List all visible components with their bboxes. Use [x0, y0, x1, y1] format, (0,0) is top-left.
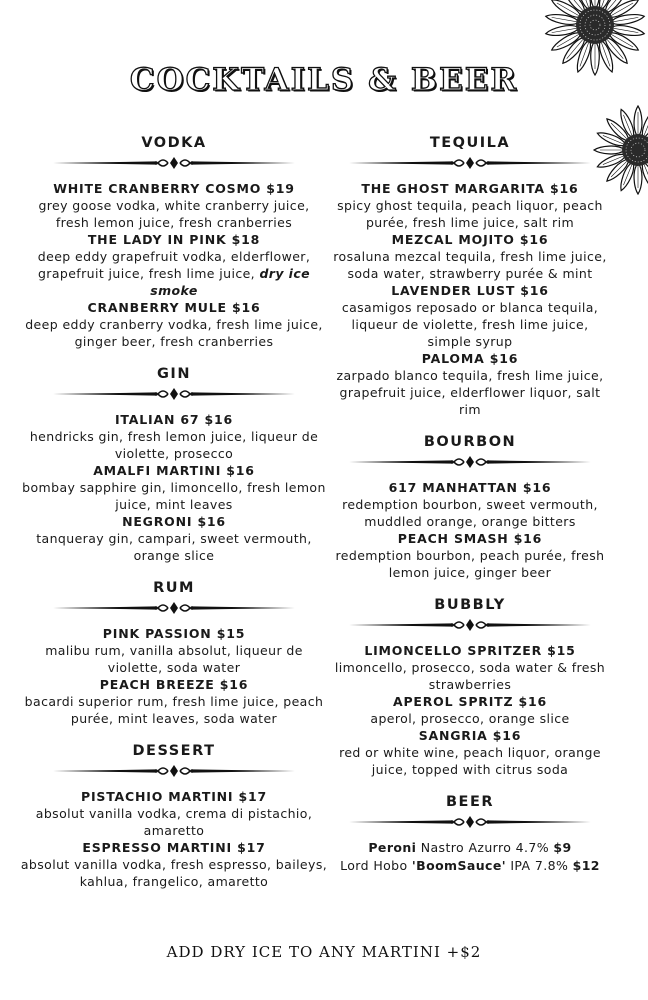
item-name: LIMONCELLO SPRITZER $15 — [364, 643, 576, 658]
section-heading: GIN — [157, 366, 191, 382]
section-dessert — [18, 741, 330, 890]
footer-note: ADD DRY ICE TO ANY MARTINI +$2 — [166, 943, 482, 961]
item-name: MEZCAL MOJITO $16 — [391, 232, 549, 247]
item-description: zarpado blanco tequila, fresh lime juice, grapefruit juice, elderflower liquor, salt rim — [336, 368, 604, 417]
item-name: ESPRESSO MARTINI $17 — [82, 840, 266, 855]
ornament-divider-icon — [345, 156, 595, 170]
beer-price: $12 — [572, 858, 600, 873]
item-description: bacardi superior rum, fresh lime juice, peach purée, mint leaves, soda water — [24, 694, 324, 726]
item-description: deep eddy grapefruit vodka, elderflower, grapefruit juice, fresh lime juice, dry ice smoke — [37, 249, 311, 298]
section-bubbly — [328, 595, 612, 778]
beer-item — [328, 857, 612, 875]
item-description: malibu rum, vanilla absolut, liqueur de violette, soda water — [45, 643, 303, 675]
section-vodka — [18, 133, 330, 350]
section-bourbon — [328, 432, 612, 581]
beer-detail: IPA 7.8% — [510, 858, 569, 873]
left-column — [18, 133, 330, 904]
item-name: PALOMA $16 — [421, 351, 519, 366]
item-name: THE GHOST MARGARITA $16 — [361, 181, 579, 196]
section-heading: BUBBLY — [434, 597, 506, 613]
item-description: redemption bourbon, peach purée, fresh lemon juice, ginger beer — [335, 548, 605, 580]
section-gin — [18, 364, 330, 564]
ornament-divider-icon — [49, 601, 299, 615]
beer-detail: Nastro Azurro 4.7% — [420, 840, 550, 855]
item-description: casamigos reposado or blanca tequila, liqueur de violette, fresh lime juice, simple syrup — [341, 300, 599, 349]
item-name: PINK PASSION $15 — [102, 626, 246, 641]
section-heading: TEQUILA — [429, 135, 511, 151]
section-heading: BEER — [445, 794, 495, 810]
item-description: grey goose vodka, white cranberry juice, fresh lemon juice, fresh cranberries — [38, 198, 310, 230]
item-name: THE LADY IN PINK $18 — [87, 232, 261, 247]
beer-item — [328, 839, 612, 857]
item-name: ITALIAN 67 $16 — [114, 412, 234, 427]
item-name: NEGRONI $16 — [122, 514, 226, 529]
ornament-divider-icon — [49, 764, 299, 778]
right-column — [328, 133, 612, 889]
item-name: AMALFI MARTINI $16 — [93, 463, 255, 478]
ornament-divider-icon — [49, 156, 299, 170]
item-name: LAVENDER LUST $16 — [391, 283, 549, 298]
section-heading: BOURBON — [423, 434, 517, 450]
item-description: tanqueray gin, campari, sweet vermouth, orange slice — [36, 531, 312, 563]
item-description: aperol, prosecco, orange slice — [370, 711, 570, 726]
item-name: PEACH BREEZE $16 — [99, 677, 249, 692]
item-name: APEROL SPRITZ $16 — [392, 694, 548, 709]
beer-brand: Lord Hobo — [340, 858, 408, 873]
item-name: 617 MANHATTAN $16 — [388, 480, 552, 495]
section-beer — [328, 792, 612, 875]
ornament-divider-icon — [345, 455, 595, 469]
section-heading: RUM — [153, 580, 195, 596]
item-name: PEACH SMASH $16 — [397, 531, 543, 546]
beer-price: $9 — [553, 840, 572, 855]
section-heading: VODKA — [141, 135, 207, 151]
item-description: bombay sapphire gin, limoncello, fresh lemon juice, mint leaves — [22, 480, 326, 512]
item-description: deep eddy cranberry vodka, fresh lime juice, ginger beer, fresh cranberries — [25, 317, 323, 349]
item-name: SANGRIA $16 — [418, 728, 522, 743]
ornament-divider-icon — [49, 387, 299, 401]
item-description: absolut vanilla vodka, fresh espresso, baileys, kahlua, frangelico, amaretto — [20, 857, 328, 889]
section-tequila — [328, 133, 612, 418]
item-description: red or white wine, peach liquor, orange juice, topped with citrus soda — [339, 745, 601, 777]
item-description: redemption bourbon, sweet vermouth, muddled orange, orange bitters — [342, 497, 598, 529]
section-heading: DESSERT — [132, 743, 216, 759]
ornament-divider-icon — [345, 815, 595, 829]
item-description: rosaluna mezcal tequila, fresh lime juice, soda water, strawberry purée & mint — [333, 249, 607, 281]
beer-name: 'BoomSauce' — [411, 858, 506, 873]
beer-brand: Peroni — [368, 840, 417, 855]
ornament-divider-icon — [345, 618, 595, 632]
item-description-emphasis: dry ice smoke — [150, 266, 311, 298]
item-name: WHITE CRANBERRY COSMO $19 — [53, 181, 295, 196]
menu-title: COCKTAILS & BEER — [129, 62, 519, 98]
item-description: absolut vanilla vodka, crema di pistachio, amaretto — [35, 806, 313, 838]
item-name: PISTACHIO MARTINI $17 — [80, 789, 268, 804]
item-description: limoncello, prosecco, soda water & fresh strawberries — [334, 660, 606, 692]
section-rum — [18, 578, 330, 727]
item-description: spicy ghost tequila, peach liquor, peach purée, fresh lime juice, salt rim — [337, 198, 603, 230]
item-description: hendricks gin, fresh lemon juice, liqueur de violette, prosecco — [29, 429, 319, 461]
item-name: CRANBERRY MULE $16 — [87, 300, 261, 315]
